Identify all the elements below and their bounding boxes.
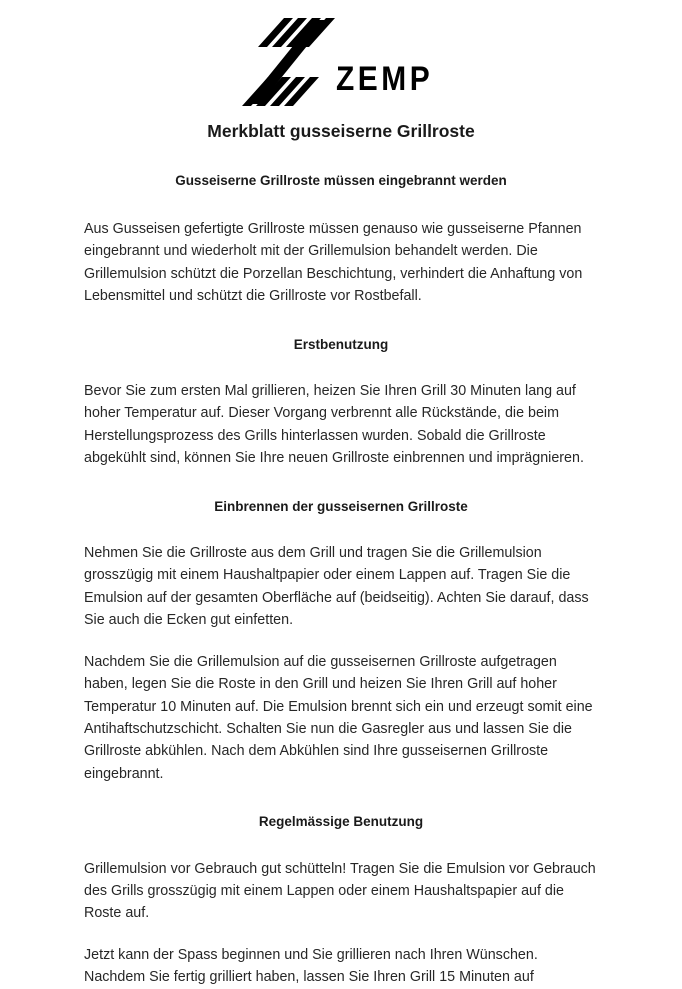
brand-wordmark: ZEMP [335,60,433,98]
paragraph-regelmaessige-1: Grillemulsion vor Gebrauch gut schütteln! Tragen Sie die Emulsion vor Gebrauch des Grills grosszügig mit einem Lappen oder einem Haushaltspapier auf die Roste auf. [84,860,596,922]
paragraph-erstbenutzung: Bevor Sie zum ersten Mal grillieren, heizen Sie Ihren Grill 30 Minuten lang auf hoher Temperatur auf. Dieser Vorgang verbrennt alle Rückstände, die beim Herstellungsprozess des Grills hinterlassen wurden. Sobald die Grillroste abgekühlt sind, können Sie Ihre neuen Grillroste einbrennen und imprägnieren. [84,382,584,467]
section-heading-erstbenutzung: Erstbenutzung [293,336,389,352]
section-heading-regelmaessige-benutzung: Regelmässige Benutzung [258,814,424,830]
document-subtitle: Gusseiserne Grillroste müssen eingebrannt werden [175,172,507,188]
brand-logo [0,12,682,112]
zemp-hatched-z-logo-icon [236,14,336,110]
logo-lockup [236,14,446,110]
paragraph-intro: Aus Gusseisen gefertigte Grillroste müssen genauso wie gusseiserne Pfannen eingebrannt und wiederholt mit der Grillemulsion behandelt werden. Die Grillemulsion schützt die Porzellan Beschichtung, verhindert die Anhaftung von Lebensmittel und schützt die Grillroste vor Rostbefall. [84,220,583,305]
document-content [84,120,598,989]
section-heading-einbrennen: Einbrennen der gusseisernen Grillroste [214,498,468,514]
paragraph-einbrennen-2: Nachdem Sie die Grillemulsion auf die gusseisernen Grillroste aufgetragen haben, legen Sie die Roste in den Grill und heizen Sie Ihren Grill auf hoher Temperatur 10 Minuten auf. Die Emulsion brennt sich ein und erzeugt somit eine Antihaftschutzschicht. Schalten Sie nun die Gasregler aus und lassen Sie die Grillroste abkühlen. Nach dem Abkühlen sind Ihre gusseisernen Grillroste eingebrannt. [84,653,593,782]
page-title: Merkblatt gusseiserne Grillroste [207,121,475,141]
paragraph-einbrennen-1: Nehmen Sie die Grillroste aus dem Grill und tragen Sie die Grillemulsion grosszügig mit einem Haushaltpapier oder einem Lappen auf. Tragen Sie die Emulsion auf der gesamten Oberfläche auf (beidseitig). Achten Sie darauf, dass Sie auch die Ecken gut einfetten. [84,544,589,629]
paragraph-regelmaessige-2: Jetzt kann der Spass beginnen und Sie grillieren nach Ihren Wünschen. Nachdem Sie fertig grilliert haben, lassen Sie Ihren Grill 15 Minuten auf [84,946,538,986]
